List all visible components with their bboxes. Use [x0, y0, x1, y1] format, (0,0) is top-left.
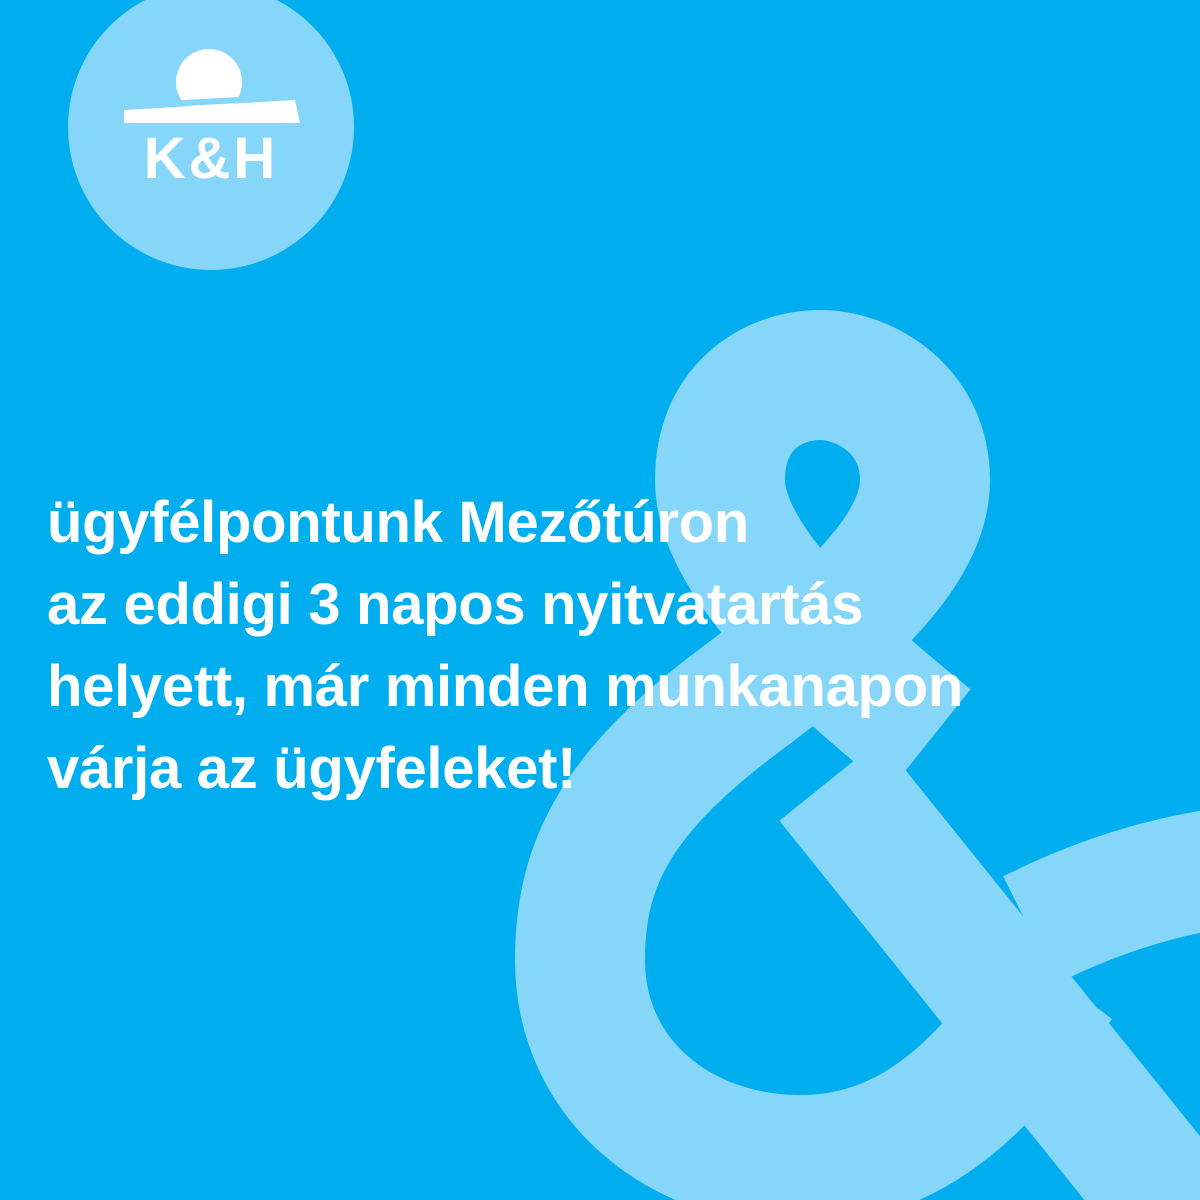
kh-logo	[67, 0, 355, 270]
headline-line-3: helyett, már minden munkanapon	[47, 654, 963, 719]
headline-line-1: ügyfélpontunk Mezőtúron	[47, 490, 749, 555]
headline-line-2: az eddigi 3 napos nyitvatartás	[47, 572, 864, 637]
headline-line-4: várja az ügyfeleket!	[47, 736, 577, 801]
headline	[47, 482, 1187, 810]
logo-text: K&H	[143, 126, 279, 191]
